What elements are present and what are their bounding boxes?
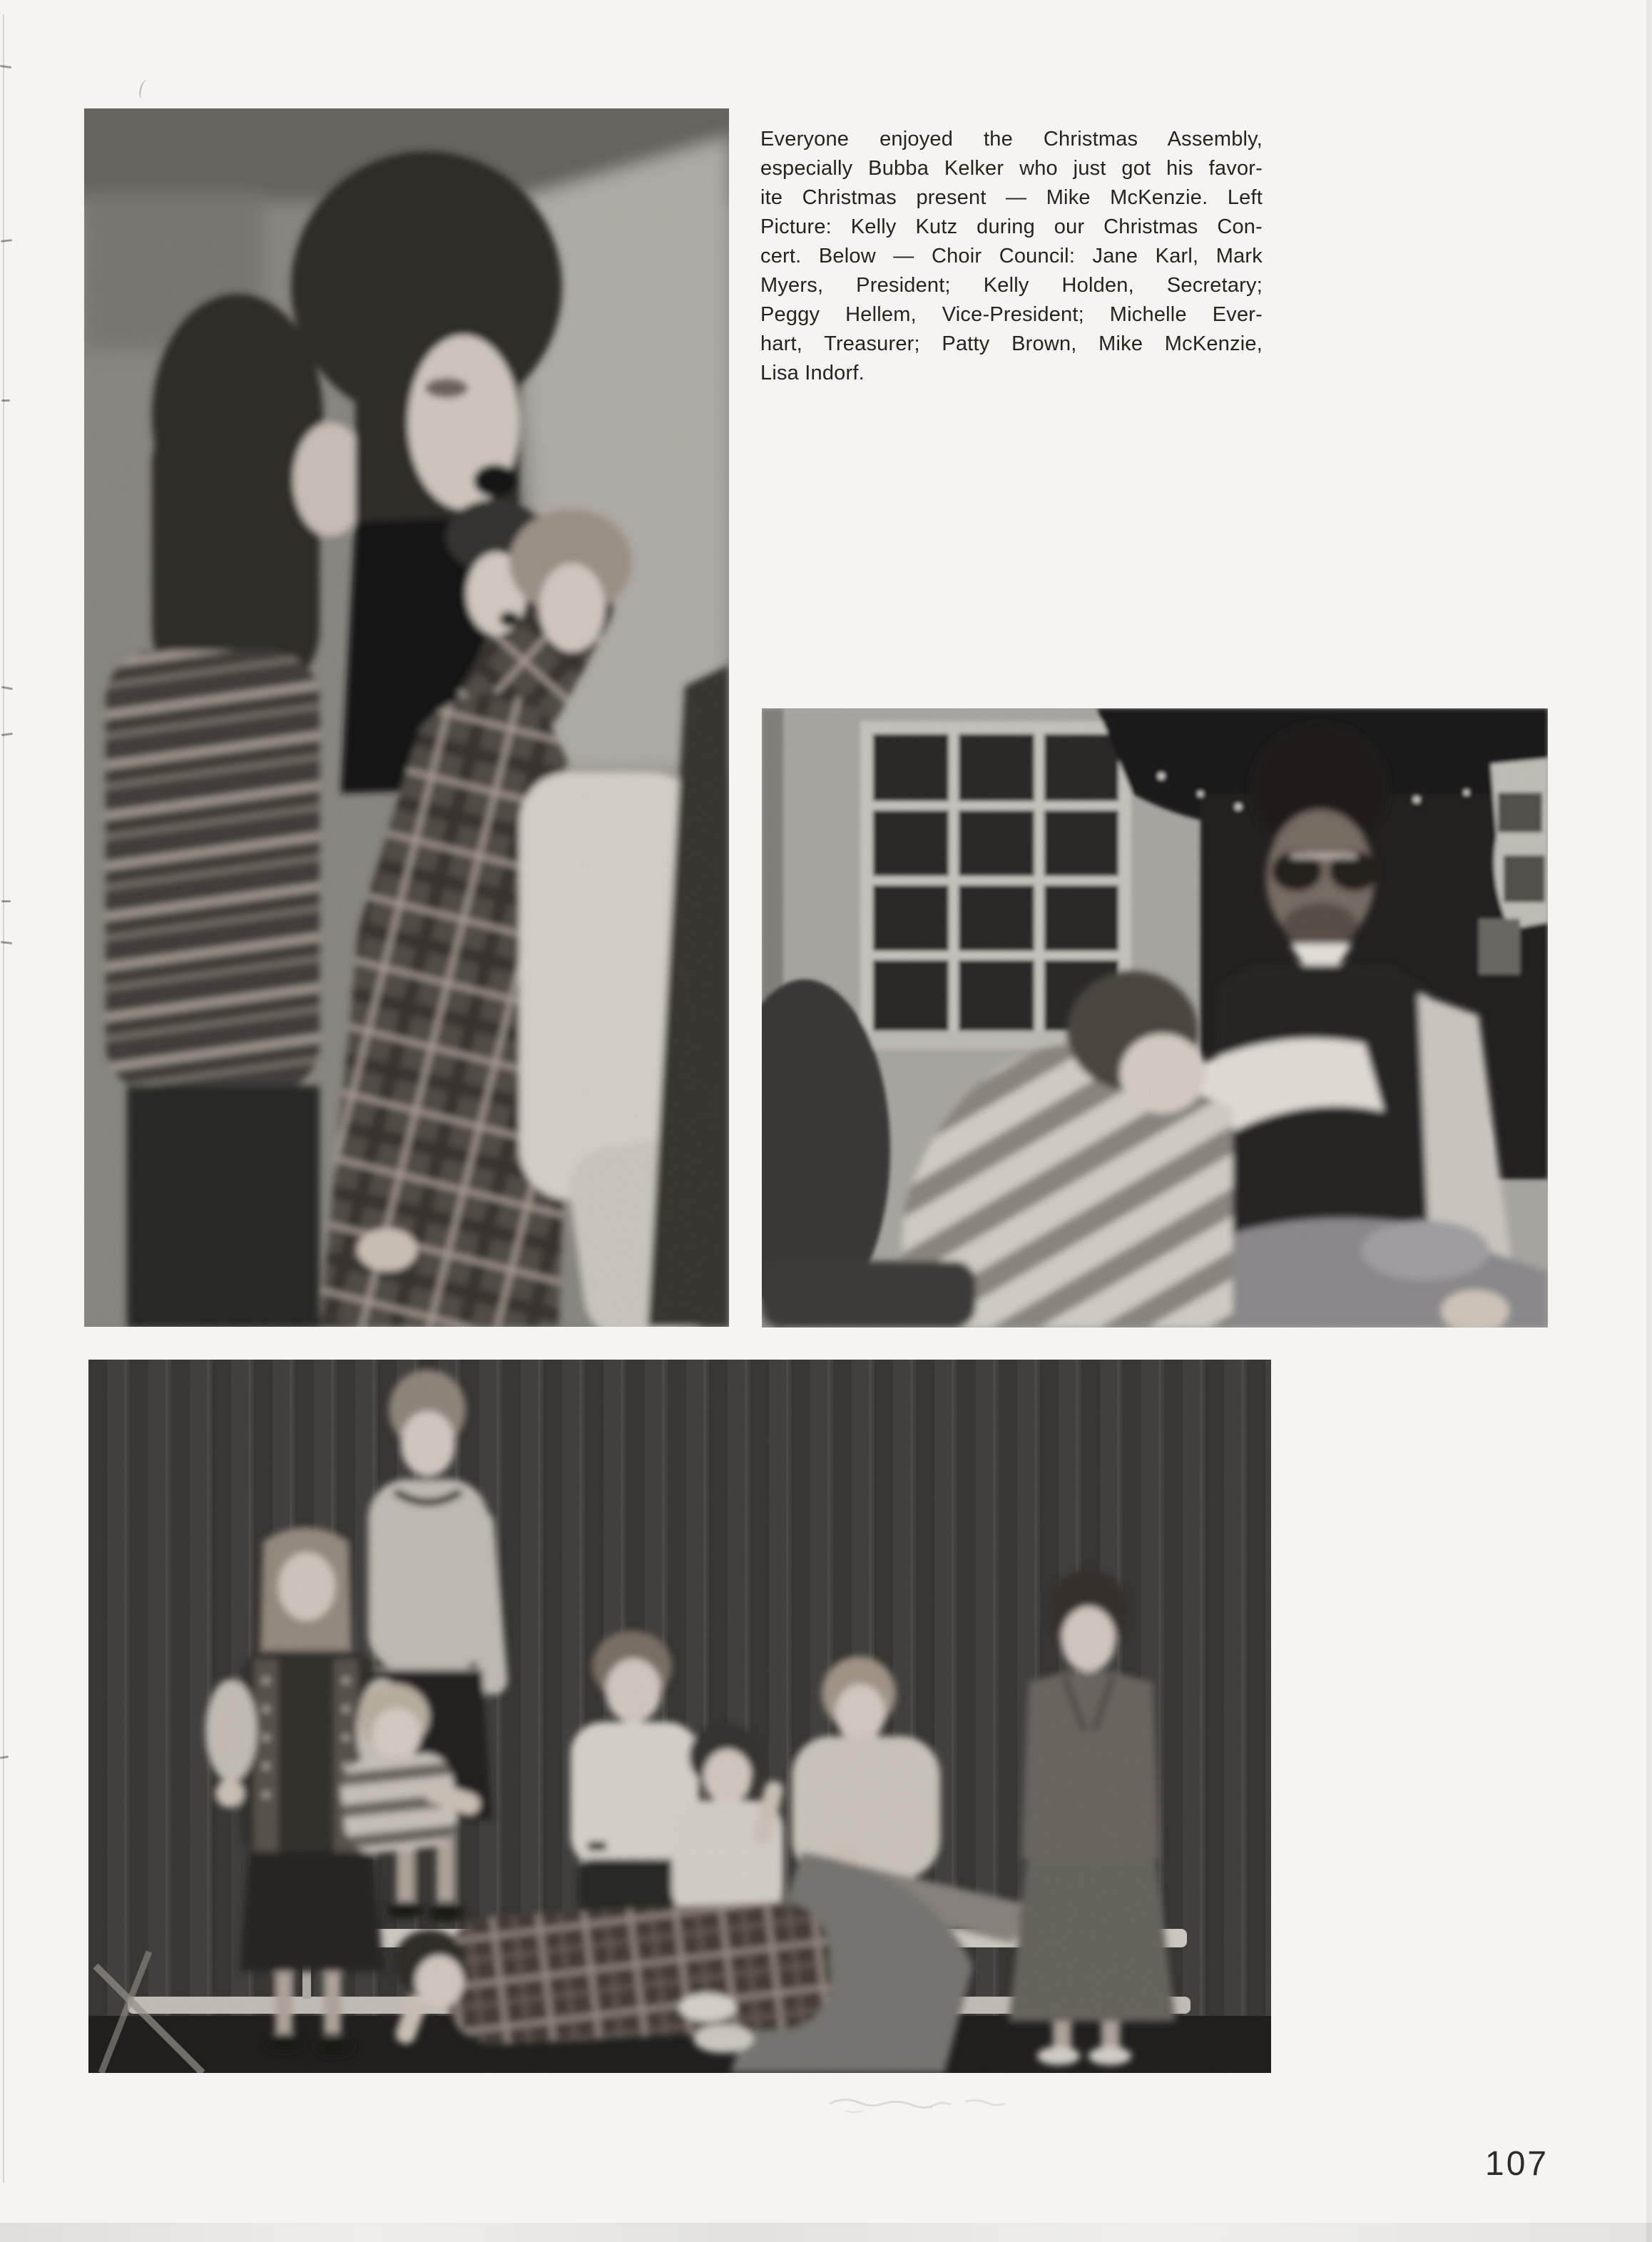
christmas-present-photo (762, 708, 1548, 1328)
caption-line: Peggy Hellem, Vice-President; Michelle Ever- (760, 303, 1263, 326)
choir-council-art (88, 1360, 1271, 2073)
film-grain (762, 708, 1548, 1328)
christmas-concert-art (84, 108, 729, 1327)
scan-mark (0, 65, 11, 68)
scan-mark (0, 1756, 9, 1759)
choir-council-photo (88, 1360, 1271, 2073)
film-grain (88, 1360, 1271, 2073)
christmas-present-art (762, 708, 1548, 1328)
scan-mark (1, 733, 13, 736)
caption-line: Lisa Indorf. (760, 362, 865, 384)
scan-noise-band (0, 2223, 1652, 2242)
scan-edge-line (3, 14, 4, 2183)
caption-block (760, 125, 1263, 388)
caption-line: hart, Treasurer; Patty Brown, Mike McKenzie, (760, 332, 1263, 355)
scan-mark (138, 79, 152, 101)
scan-mark (1, 399, 10, 402)
caption-line: cert. Below — Choir Council: Jane Karl, Mark (760, 245, 1263, 267)
film-grain (84, 108, 729, 1327)
caption-line: especially Bubba Kelker who just got his favor- (760, 157, 1263, 180)
caption-line: Picture: Kelly Kutz during our Christmas Con- (760, 215, 1263, 238)
page-number: 107 (1485, 2145, 1549, 2183)
scan-mark (1, 900, 11, 902)
caption-line: Myers, President; Kelly Holden, Secretary; (760, 274, 1263, 297)
caption-line: Everyone enjoyed the Christmas Assembly, (760, 128, 1263, 151)
caption-line: ite Christmas present — Mike McKenzie. Left (760, 186, 1263, 209)
christmas-concert-photo (84, 108, 729, 1327)
pencil-smudge (824, 2094, 1016, 2116)
page-edge-shadow (1646, 0, 1652, 2242)
scan-mark (1, 239, 12, 243)
